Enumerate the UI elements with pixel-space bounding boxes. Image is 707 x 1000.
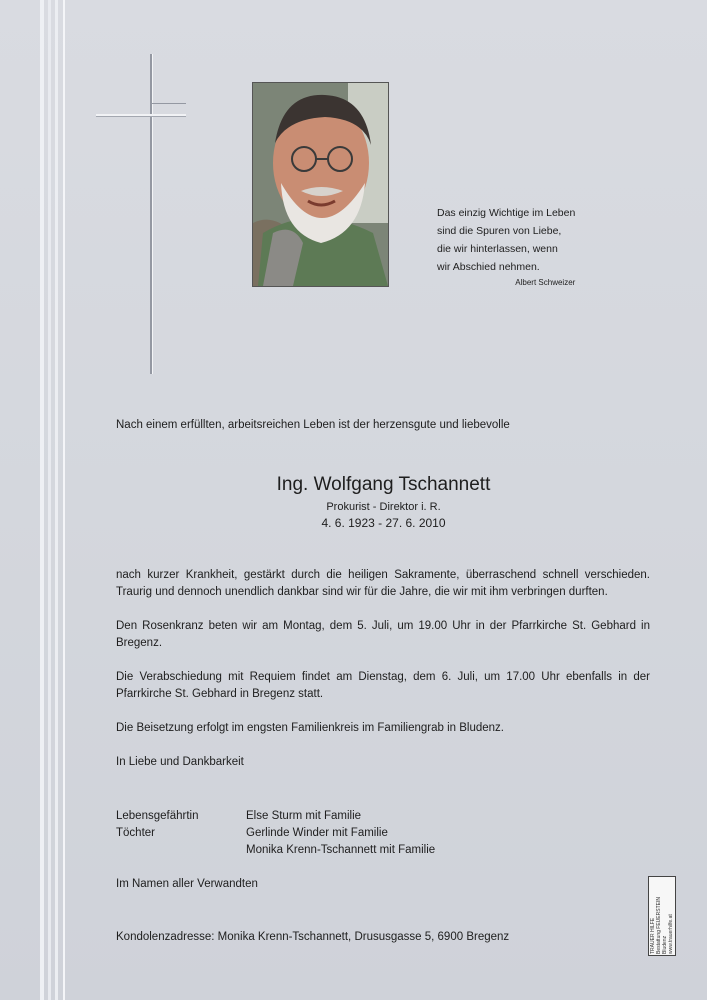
decorative-stripe — [55, 0, 58, 1000]
portrait-photo — [252, 82, 389, 287]
deceased-role: Prokurist - Direktor i. R. — [326, 501, 441, 513]
family-names: Gerlinde Winder mit Familie — [246, 827, 388, 839]
paragraph: nach kurzer Krankheit, gestärkt durch die heiligen Sakramente, überraschend schnell verschieden. Traurig und dennoch unendlich dankbar sind wir für die Jahre, die wir mit ihm verbringen durften. — [116, 569, 650, 598]
family-relation — [116, 842, 246, 859]
life-dates: 4. 6. 1923 - 27. 6. 2010 — [321, 516, 446, 530]
family-names: Monika Krenn-Tschannett mit Familie — [246, 844, 436, 856]
deceased-name: Ing. Wolfgang Tschannett — [276, 474, 491, 495]
family-relation: Lebensgefährtin — [116, 810, 199, 822]
paragraph: Den Rosenkranz beten wir am Montag, dem 5. Juli, um 19.00 Uhr in der Pfarrkirche St. Gebhard in Bregenz. — [116, 620, 650, 649]
decorative-stripe — [48, 0, 51, 1000]
family-names: Else Sturm mit Familie — [246, 810, 362, 822]
quote-block — [437, 204, 575, 292]
quote-author: Albert Schweizer — [515, 278, 576, 287]
quote-line: wir Abschied nehmen. — [437, 261, 540, 273]
family-row — [116, 842, 435, 859]
family-row — [116, 825, 435, 842]
intro-text: Nach einem erfüllten, arbeitsreichen Leben ist der herzensgute und liebevolle — [116, 419, 510, 431]
family-list — [116, 808, 435, 859]
quote-line: sind die Spuren von Liebe, — [437, 225, 562, 237]
family-relation: Töchter — [116, 827, 155, 839]
logo-box — [648, 876, 676, 956]
logo-line: Bestattung FEUERSTEIN Bludenz — [656, 897, 668, 954]
condolence-address: Kondolenzadresse: Monika Krenn-Tschannett, Drususgasse 5, 6900 Bregenz — [116, 931, 510, 943]
logo-line: www.trauerhilfe.at — [668, 914, 674, 954]
paragraph: In Liebe und Dankbarkeit — [116, 756, 244, 768]
announcement-body — [116, 567, 650, 788]
signature-line: Im Namen aller Verwandten — [116, 878, 258, 890]
paragraph: Die Beisetzung erfolgt im engsten Familienkreis im Familiengrab in Bludenz. — [116, 722, 504, 734]
family-row — [116, 808, 435, 825]
quote-line: Das einzig Wichtige im Leben — [437, 207, 576, 219]
logo-line: TRAUER HILFE — [650, 917, 656, 954]
decorative-stripe — [63, 0, 65, 1000]
decorative-stripe — [40, 0, 44, 1000]
funeral-home-logo — [648, 876, 678, 956]
quote-line: die wir hinterlassen, wenn — [437, 243, 558, 255]
paragraph: Die Verabschiedung mit Requiem findet am Dienstag, dem 6. Juli, um 17.00 Uhr ebenfalls in der Pfarrkirche St. Gebhard in Bregenz statt. — [116, 671, 650, 700]
